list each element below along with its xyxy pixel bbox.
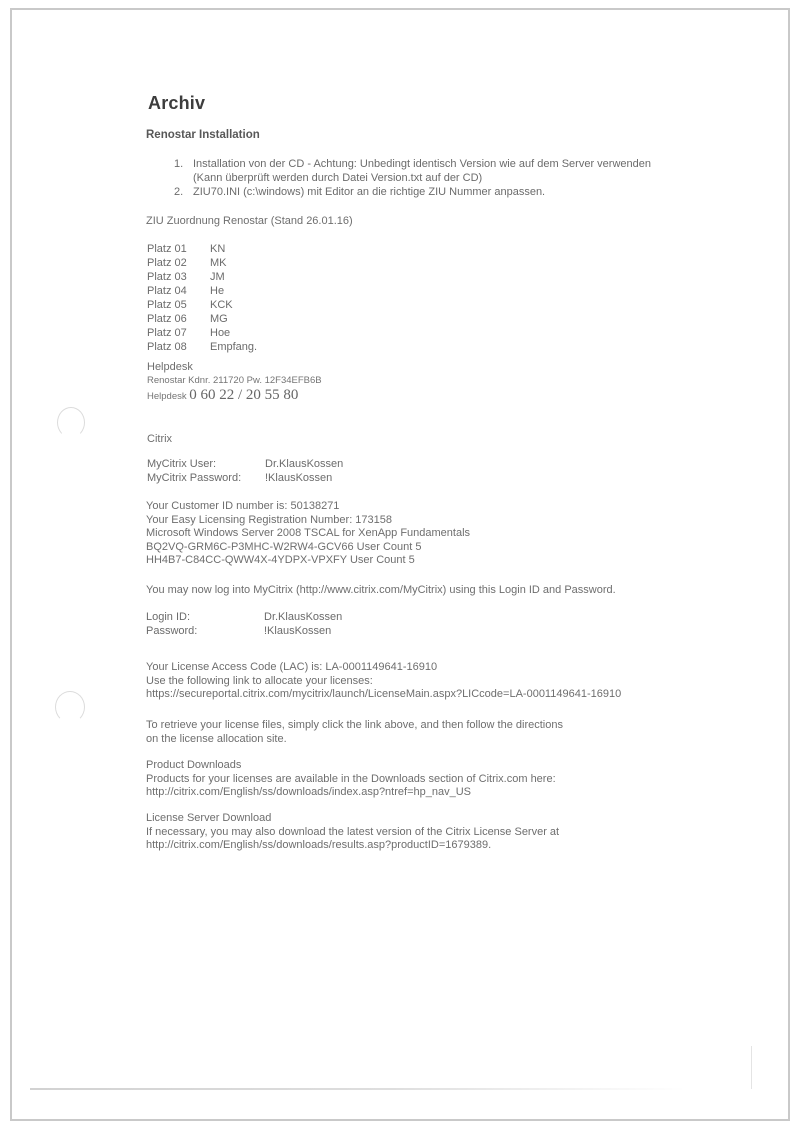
credential-label: MyCitrix User:	[147, 458, 217, 470]
platz-row	[147, 312, 257, 326]
easy-licensing-line: Your Easy Licensing Registration Number: 173158	[146, 513, 393, 526]
license-server-heading: License Server Download	[146, 812, 272, 824]
ziu-assignment-table	[147, 242, 257, 354]
step-line: (Kann überprüft werden durch Datei Version.txt auf der CD)	[193, 172, 483, 184]
platz-code: JM	[210, 271, 225, 283]
document-title: Archiv	[148, 93, 206, 113]
license-server-block	[146, 812, 559, 853]
license-server-url: http://citrix.com/English/ss/downloads/results.asp?productID=1679389.	[146, 839, 492, 852]
product-downloads-url: http://citrix.com/English/ss/downloads/index.asp?ntref=hp_nav_US	[146, 786, 471, 799]
platz-label: Platz 05	[147, 299, 187, 311]
license-key: HH4B7-C84CC-QWW4X-4YDPX-VPXFY User Count 5	[146, 554, 415, 567]
lac-block	[146, 661, 621, 702]
platz-label: Platz 06	[147, 313, 187, 325]
platz-label: Platz 02	[147, 257, 187, 269]
platz-row	[147, 340, 257, 354]
product-downloads-heading: Product Downloads	[146, 759, 242, 771]
mycitrix-credentials	[147, 457, 343, 485]
platz-label: Platz 04	[147, 285, 187, 297]
step-line: ZIU70.INI (c:\windows) mit Editor an die richtige ZIU Nummer anpassen.	[193, 186, 546, 198]
platz-row	[147, 326, 257, 340]
helpdesk-account-line: Renostar Kdnr. 211720 Pw. 12F34EFB6B	[147, 375, 322, 386]
helpdesk-phone-label: Helpdesk	[147, 391, 190, 402]
product-line: Microsoft Windows Server 2008 TSCAL for XenApp Fundamentals	[146, 527, 471, 540]
platz-row	[147, 256, 257, 270]
helpdesk-phone-number: 0 60 22 / 20 55 80	[189, 387, 299, 403]
platz-row	[147, 284, 257, 298]
credential-label: Password:	[146, 625, 198, 637]
platz-label: Platz 03	[147, 271, 187, 283]
punch-hole-bottom	[55, 691, 85, 723]
login-note: You may now log into MyCitrix (http://www.citrix.com/MyCitrix) using this Login ID and Password.	[146, 584, 616, 596]
product-downloads-line: Products for your licenses are available in the Downloads section of Citrix.com here:	[146, 772, 556, 785]
helpdesk-heading: Helpdesk	[147, 361, 193, 373]
retrieve-line: To retrieve your license files, simply click the link above, and then follow the directions	[146, 719, 563, 731]
product-downloads-block	[146, 759, 556, 800]
ziu-heading: ZIU Zuordnung Renostar (Stand 26.01.16)	[146, 215, 353, 227]
platz-code: MK	[210, 257, 227, 269]
retrieve-block	[146, 719, 563, 746]
license-key: BQ2VQ-GRM6C-P3MHC-W2RW4-GCV66 User Count 5	[146, 540, 422, 553]
credential-label: MyCitrix Password:	[147, 472, 242, 484]
platz-code: He	[210, 285, 225, 297]
citrix-heading: Citrix	[147, 433, 173, 445]
step-number: 2.	[174, 186, 184, 198]
platz-code: KCK	[210, 299, 233, 311]
retrieve-line: on the license allocation site.	[146, 732, 287, 745]
scan-artifact-edge	[751, 1046, 752, 1089]
platz-code: Hoe	[210, 327, 231, 339]
credential-row	[147, 471, 343, 485]
scan-artifact-line	[30, 1088, 686, 1090]
credential-row	[147, 457, 343, 471]
license-server-line: If necessary, you may also download the latest version of the Citrix License Server at	[146, 825, 560, 838]
credential-row	[146, 610, 342, 624]
credential-value: !KlausKossen	[264, 625, 332, 637]
step-text	[193, 185, 545, 199]
login-credentials	[146, 610, 342, 638]
platz-row	[147, 298, 257, 312]
platz-code: MG	[210, 313, 228, 325]
platz-code: Empfang.	[210, 341, 258, 353]
platz-code: KN	[210, 243, 226, 255]
platz-row	[147, 270, 257, 284]
install-step-2	[174, 185, 651, 199]
allocate-line: Use the following link to allocate your licenses:	[146, 674, 373, 687]
helpdesk-section	[147, 360, 322, 405]
customer-id-line: Your Customer ID number is: 50138271	[146, 500, 340, 512]
platz-label: Platz 08	[147, 341, 187, 353]
license-info-block	[146, 500, 470, 568]
platz-label: Platz 01	[147, 243, 187, 255]
install-step-1	[174, 157, 651, 185]
credential-label: Login ID:	[146, 611, 191, 623]
platz-row	[147, 242, 257, 256]
credential-row	[146, 624, 342, 638]
step-number: 1.	[174, 158, 184, 170]
helpdesk-phone-line	[147, 387, 322, 405]
renostar-installation-heading: Renostar Installation	[146, 129, 260, 141]
platz-label: Platz 07	[147, 327, 187, 339]
allocate-url: https://secureportal.citrix.com/mycitrix/launch/LicenseMain.aspx?LICcode=LA-0001149641-16910	[146, 688, 622, 701]
punch-hole-top	[57, 407, 85, 438]
credential-value: !KlausKossen	[265, 472, 333, 484]
credential-value: Dr.KlausKossen	[264, 611, 343, 623]
step-text	[193, 157, 651, 185]
lac-line: Your License Access Code (LAC) is: LA-0001149641-16910	[146, 661, 438, 673]
credential-value: Dr.KlausKossen	[265, 458, 344, 470]
step-line: Installation von der CD - Achtung: Unbedingt identisch Version wie auf dem Server verwenden	[193, 158, 651, 170]
install-steps	[174, 157, 651, 199]
